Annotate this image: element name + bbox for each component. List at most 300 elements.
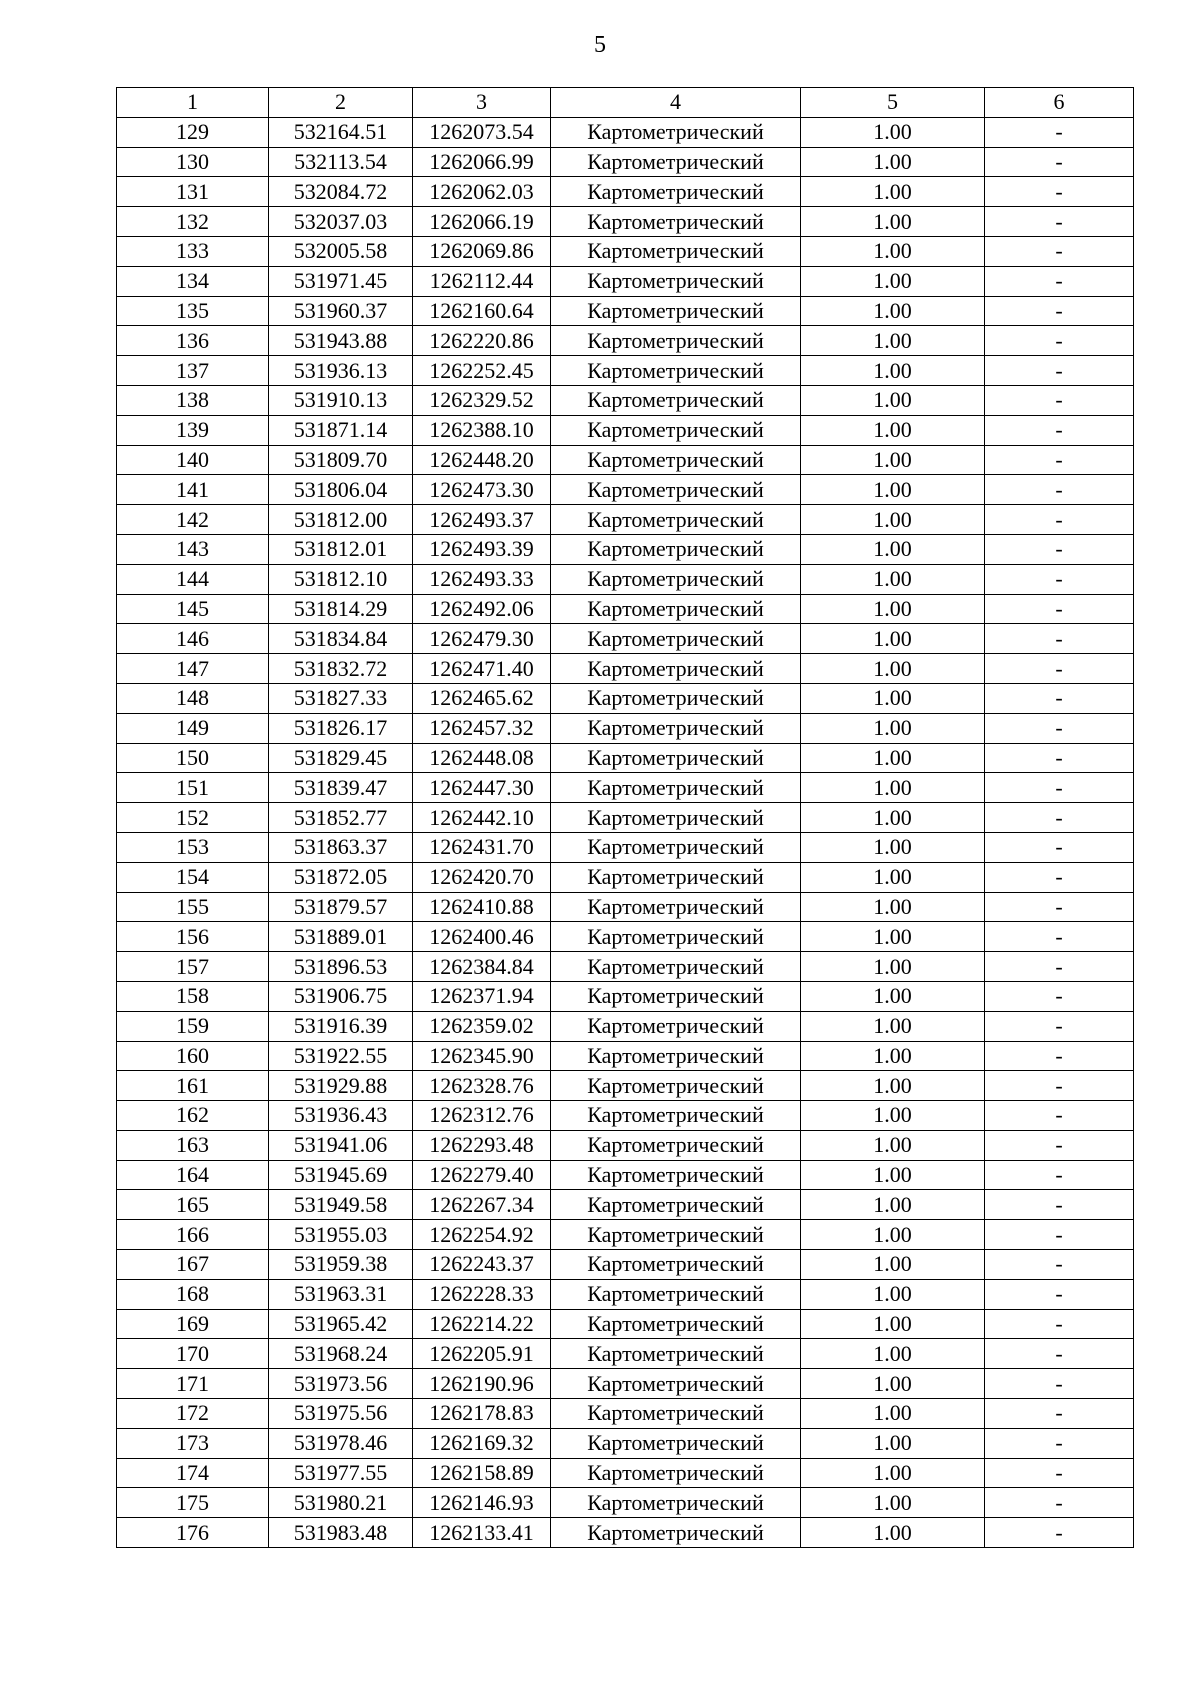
accuracy-cell: 1.00	[801, 803, 985, 833]
point-number-cell: 162	[117, 1101, 269, 1131]
accuracy-cell: 1.00	[801, 1190, 985, 1220]
note-cell: -	[985, 1220, 1134, 1250]
y-coordinate-cell: 1262471.40	[413, 654, 551, 684]
table-row	[117, 147, 1134, 177]
table-row	[117, 624, 1134, 654]
point-number-cell: 134	[117, 266, 269, 296]
point-number-cell: 176	[117, 1518, 269, 1548]
y-coordinate-cell: 1262214.22	[413, 1309, 551, 1339]
note-cell: -	[985, 445, 1134, 475]
accuracy-cell: 1.00	[801, 236, 985, 266]
accuracy-cell: 1.00	[801, 683, 985, 713]
table-row	[117, 1399, 1134, 1429]
y-coordinate-cell: 1262493.33	[413, 564, 551, 594]
x-coordinate-cell: 531963.31	[269, 1279, 413, 1309]
note-cell: -	[985, 266, 1134, 296]
table-row	[117, 445, 1134, 475]
table-row	[117, 922, 1134, 952]
y-coordinate-cell: 1262062.03	[413, 177, 551, 207]
x-coordinate-cell: 531941.06	[269, 1130, 413, 1160]
accuracy-cell: 1.00	[801, 266, 985, 296]
point-number-cell: 151	[117, 773, 269, 803]
note-cell: -	[985, 862, 1134, 892]
accuracy-cell: 1.00	[801, 1279, 985, 1309]
note-cell: -	[985, 1369, 1134, 1399]
y-coordinate-cell: 1262254.92	[413, 1220, 551, 1250]
x-coordinate-cell: 531812.00	[269, 505, 413, 535]
x-coordinate-cell: 531943.88	[269, 326, 413, 356]
accuracy-cell: 1.00	[801, 624, 985, 654]
accuracy-cell: 1.00	[801, 981, 985, 1011]
x-coordinate-cell: 531971.45	[269, 266, 413, 296]
method-cell: Картометрический	[551, 534, 801, 564]
method-cell: Картометрический	[551, 505, 801, 535]
x-coordinate-cell: 531827.33	[269, 683, 413, 713]
x-coordinate-cell: 531852.77	[269, 803, 413, 833]
x-coordinate-cell: 531806.04	[269, 475, 413, 505]
accuracy-cell: 1.00	[801, 326, 985, 356]
point-number-cell: 156	[117, 922, 269, 952]
y-coordinate-cell: 1262279.40	[413, 1160, 551, 1190]
table-row	[117, 803, 1134, 833]
table-row	[117, 1011, 1134, 1041]
note-cell: -	[985, 1518, 1134, 1548]
accuracy-cell: 1.00	[801, 505, 985, 535]
note-cell: -	[985, 594, 1134, 624]
accuracy-cell: 1.00	[801, 207, 985, 237]
point-number-cell: 142	[117, 505, 269, 535]
point-number-cell: 157	[117, 952, 269, 982]
y-coordinate-cell: 1262400.46	[413, 922, 551, 952]
x-coordinate-cell: 531977.55	[269, 1458, 413, 1488]
y-coordinate-cell: 1262066.99	[413, 147, 551, 177]
method-cell: Картометрический	[551, 326, 801, 356]
accuracy-cell: 1.00	[801, 713, 985, 743]
note-cell: -	[985, 356, 1134, 386]
accuracy-cell: 1.00	[801, 117, 985, 147]
y-coordinate-cell: 1262293.48	[413, 1130, 551, 1160]
x-coordinate-cell: 531871.14	[269, 415, 413, 445]
y-coordinate-cell: 1262465.62	[413, 683, 551, 713]
note-cell: -	[985, 1130, 1134, 1160]
method-cell: Картометрический	[551, 1399, 801, 1429]
accuracy-cell: 1.00	[801, 1041, 985, 1071]
note-cell: -	[985, 1279, 1134, 1309]
y-coordinate-cell: 1262384.84	[413, 952, 551, 982]
x-coordinate-cell: 531896.53	[269, 952, 413, 982]
table-row	[117, 1250, 1134, 1280]
y-coordinate-cell: 1262160.64	[413, 296, 551, 326]
point-number-cell: 163	[117, 1130, 269, 1160]
note-cell: -	[985, 177, 1134, 207]
accuracy-cell: 1.00	[801, 952, 985, 982]
method-cell: Картометрический	[551, 743, 801, 773]
table-row	[117, 117, 1134, 147]
x-coordinate-cell: 532084.72	[269, 177, 413, 207]
note-cell: -	[985, 803, 1134, 833]
y-coordinate-cell: 1262158.89	[413, 1458, 551, 1488]
point-number-cell: 165	[117, 1190, 269, 1220]
table-row	[117, 177, 1134, 207]
note-cell: -	[985, 743, 1134, 773]
y-coordinate-cell: 1262178.83	[413, 1399, 551, 1429]
note-cell: -	[985, 1339, 1134, 1369]
x-coordinate-cell: 531826.17	[269, 713, 413, 743]
method-cell: Картометрический	[551, 773, 801, 803]
x-coordinate-cell: 531945.69	[269, 1160, 413, 1190]
method-cell: Картометрический	[551, 177, 801, 207]
accuracy-cell: 1.00	[801, 415, 985, 445]
note-cell: -	[985, 1250, 1134, 1280]
note-cell: -	[985, 505, 1134, 535]
y-coordinate-cell: 1262267.34	[413, 1190, 551, 1220]
method-cell: Картометрический	[551, 1309, 801, 1339]
method-cell: Картометрический	[551, 713, 801, 743]
point-number-cell: 171	[117, 1369, 269, 1399]
method-cell: Картометрический	[551, 1369, 801, 1399]
table-row	[117, 1428, 1134, 1458]
accuracy-cell: 1.00	[801, 832, 985, 862]
method-cell: Картометрический	[551, 1279, 801, 1309]
table-row	[117, 415, 1134, 445]
point-number-cell: 159	[117, 1011, 269, 1041]
table-header	[117, 88, 1134, 118]
method-cell: Картометрический	[551, 683, 801, 713]
method-cell: Картометрический	[551, 892, 801, 922]
accuracy-cell: 1.00	[801, 922, 985, 952]
table-row	[117, 266, 1134, 296]
y-coordinate-cell: 1262073.54	[413, 117, 551, 147]
accuracy-cell: 1.00	[801, 1339, 985, 1369]
table-row	[117, 594, 1134, 624]
table-row	[117, 683, 1134, 713]
table-row	[117, 981, 1134, 1011]
table-row	[117, 654, 1134, 684]
table-row	[117, 1488, 1134, 1518]
accuracy-cell: 1.00	[801, 862, 985, 892]
note-cell: -	[985, 1428, 1134, 1458]
accuracy-cell: 1.00	[801, 892, 985, 922]
method-cell: Картометрический	[551, 207, 801, 237]
table-row	[117, 1339, 1134, 1369]
accuracy-cell: 1.00	[801, 564, 985, 594]
method-cell: Картометрический	[551, 385, 801, 415]
x-coordinate-cell: 531834.84	[269, 624, 413, 654]
method-cell: Картометрический	[551, 832, 801, 862]
y-coordinate-cell: 1262479.30	[413, 624, 551, 654]
method-cell: Картометрический	[551, 1041, 801, 1071]
method-cell: Картометрический	[551, 1101, 801, 1131]
note-cell: -	[985, 1309, 1134, 1339]
y-coordinate-cell: 1262345.90	[413, 1041, 551, 1071]
table-row	[117, 892, 1134, 922]
y-coordinate-cell: 1262190.96	[413, 1369, 551, 1399]
table-row	[117, 296, 1134, 326]
note-cell: -	[985, 922, 1134, 952]
point-number-cell: 174	[117, 1458, 269, 1488]
note-cell: -	[985, 385, 1134, 415]
note-cell: -	[985, 683, 1134, 713]
x-coordinate-cell: 531936.43	[269, 1101, 413, 1131]
header-cell-5: 5	[801, 88, 985, 118]
note-cell: -	[985, 892, 1134, 922]
table-row	[117, 236, 1134, 266]
note-cell: -	[985, 1160, 1134, 1190]
header-cell-3: 3	[413, 88, 551, 118]
x-coordinate-cell: 531889.01	[269, 922, 413, 952]
method-cell: Картометрический	[551, 1160, 801, 1190]
method-cell: Картометрический	[551, 1190, 801, 1220]
point-number-cell: 130	[117, 147, 269, 177]
x-coordinate-cell: 531829.45	[269, 743, 413, 773]
x-coordinate-cell: 531863.37	[269, 832, 413, 862]
point-number-cell: 136	[117, 326, 269, 356]
y-coordinate-cell: 1262420.70	[413, 862, 551, 892]
point-number-cell: 164	[117, 1160, 269, 1190]
point-number-cell: 145	[117, 594, 269, 624]
header-cell-2: 2	[269, 88, 413, 118]
accuracy-cell: 1.00	[801, 356, 985, 386]
method-cell: Картометрический	[551, 803, 801, 833]
table-row	[117, 1190, 1134, 1220]
point-number-cell: 152	[117, 803, 269, 833]
table-row	[117, 1518, 1134, 1548]
y-coordinate-cell: 1262448.20	[413, 445, 551, 475]
point-number-cell: 135	[117, 296, 269, 326]
point-number-cell: 139	[117, 415, 269, 445]
note-cell: -	[985, 952, 1134, 982]
point-number-cell: 168	[117, 1279, 269, 1309]
method-cell: Картометрический	[551, 594, 801, 624]
table-row	[117, 1309, 1134, 1339]
y-coordinate-cell: 1262133.41	[413, 1518, 551, 1548]
point-number-cell: 143	[117, 534, 269, 564]
header-cell-1: 1	[117, 88, 269, 118]
table-row	[117, 713, 1134, 743]
table-row	[117, 773, 1134, 803]
method-cell: Картометрический	[551, 296, 801, 326]
y-coordinate-cell: 1262243.37	[413, 1250, 551, 1280]
page-number: 5	[594, 32, 606, 58]
point-number-cell: 154	[117, 862, 269, 892]
point-number-cell: 167	[117, 1250, 269, 1280]
header-cell-6: 6	[985, 88, 1134, 118]
note-cell: -	[985, 296, 1134, 326]
point-number-cell: 160	[117, 1041, 269, 1071]
x-coordinate-cell: 531812.10	[269, 564, 413, 594]
x-coordinate-cell: 531965.42	[269, 1309, 413, 1339]
x-coordinate-cell: 531960.37	[269, 296, 413, 326]
table-row	[117, 1041, 1134, 1071]
y-coordinate-cell: 1262228.33	[413, 1279, 551, 1309]
method-cell: Картометрический	[551, 862, 801, 892]
x-coordinate-cell: 531949.58	[269, 1190, 413, 1220]
method-cell: Картометрический	[551, 1011, 801, 1041]
y-coordinate-cell: 1262112.44	[413, 266, 551, 296]
method-cell: Картометрический	[551, 415, 801, 445]
x-coordinate-cell: 531975.56	[269, 1399, 413, 1429]
accuracy-cell: 1.00	[801, 385, 985, 415]
y-coordinate-cell: 1262220.86	[413, 326, 551, 356]
method-cell: Картометрический	[551, 1130, 801, 1160]
point-number-cell: 140	[117, 445, 269, 475]
method-cell: Картометрический	[551, 1488, 801, 1518]
table-row	[117, 564, 1134, 594]
accuracy-cell: 1.00	[801, 1101, 985, 1131]
note-cell: -	[985, 1101, 1134, 1131]
x-coordinate-cell: 532037.03	[269, 207, 413, 237]
y-coordinate-cell: 1262205.91	[413, 1339, 551, 1369]
header-row	[117, 88, 1134, 118]
x-coordinate-cell: 531929.88	[269, 1071, 413, 1101]
point-number-cell: 138	[117, 385, 269, 415]
note-cell: -	[985, 236, 1134, 266]
table-row	[117, 1160, 1134, 1190]
method-cell: Картометрический	[551, 475, 801, 505]
accuracy-cell: 1.00	[801, 1458, 985, 1488]
point-number-cell: 166	[117, 1220, 269, 1250]
note-cell: -	[985, 1041, 1134, 1071]
note-cell: -	[985, 415, 1134, 445]
point-number-cell: 132	[117, 207, 269, 237]
note-cell: -	[985, 207, 1134, 237]
method-cell: Картометрический	[551, 147, 801, 177]
table-row	[117, 385, 1134, 415]
x-coordinate-cell: 531906.75	[269, 981, 413, 1011]
method-cell: Картометрический	[551, 1220, 801, 1250]
note-cell: -	[985, 1399, 1134, 1429]
x-coordinate-cell: 531922.55	[269, 1041, 413, 1071]
table-row	[117, 1101, 1134, 1131]
x-coordinate-cell: 531812.01	[269, 534, 413, 564]
method-cell: Картометрический	[551, 1518, 801, 1548]
table-row	[117, 1071, 1134, 1101]
table-body	[117, 117, 1134, 1547]
x-coordinate-cell: 531839.47	[269, 773, 413, 803]
note-cell: -	[985, 654, 1134, 684]
method-cell: Картометрический	[551, 922, 801, 952]
y-coordinate-cell: 1262066.19	[413, 207, 551, 237]
point-number-cell: 172	[117, 1399, 269, 1429]
y-coordinate-cell: 1262371.94	[413, 981, 551, 1011]
note-cell: -	[985, 534, 1134, 564]
x-coordinate-cell: 531879.57	[269, 892, 413, 922]
accuracy-cell: 1.00	[801, 1250, 985, 1280]
y-coordinate-cell: 1262448.08	[413, 743, 551, 773]
method-cell: Картометрический	[551, 1428, 801, 1458]
accuracy-cell: 1.00	[801, 743, 985, 773]
accuracy-cell: 1.00	[801, 773, 985, 803]
table-row	[117, 356, 1134, 386]
table-row	[117, 326, 1134, 356]
accuracy-cell: 1.00	[801, 594, 985, 624]
accuracy-cell: 1.00	[801, 1309, 985, 1339]
method-cell: Картометрический	[551, 654, 801, 684]
table-row	[117, 743, 1134, 773]
note-cell: -	[985, 981, 1134, 1011]
y-coordinate-cell: 1262146.93	[413, 1488, 551, 1518]
x-coordinate-cell: 531983.48	[269, 1518, 413, 1548]
y-coordinate-cell: 1262069.86	[413, 236, 551, 266]
method-cell: Картометрический	[551, 1458, 801, 1488]
note-cell: -	[985, 564, 1134, 594]
x-coordinate-cell: 531978.46	[269, 1428, 413, 1458]
accuracy-cell: 1.00	[801, 147, 985, 177]
point-number-cell: 137	[117, 356, 269, 386]
point-number-cell: 175	[117, 1488, 269, 1518]
x-coordinate-cell: 531959.38	[269, 1250, 413, 1280]
method-cell: Картометрический	[551, 236, 801, 266]
x-coordinate-cell: 531973.56	[269, 1369, 413, 1399]
table-row	[117, 1369, 1134, 1399]
table-row	[117, 534, 1134, 564]
accuracy-cell: 1.00	[801, 1369, 985, 1399]
note-cell: -	[985, 117, 1134, 147]
point-number-cell: 153	[117, 832, 269, 862]
note-cell: -	[985, 624, 1134, 654]
method-cell: Картометрический	[551, 1339, 801, 1369]
y-coordinate-cell: 1262457.32	[413, 713, 551, 743]
table-row	[117, 475, 1134, 505]
table-row	[117, 952, 1134, 982]
y-coordinate-cell: 1262410.88	[413, 892, 551, 922]
accuracy-cell: 1.00	[801, 177, 985, 207]
method-cell: Картометрический	[551, 564, 801, 594]
point-number-cell: 161	[117, 1071, 269, 1101]
note-cell: -	[985, 1190, 1134, 1220]
method-cell: Картометрический	[551, 1071, 801, 1101]
y-coordinate-cell: 1262359.02	[413, 1011, 551, 1041]
table-row	[117, 832, 1134, 862]
point-number-cell: 170	[117, 1339, 269, 1369]
note-cell: -	[985, 832, 1134, 862]
note-cell: -	[985, 1071, 1134, 1101]
accuracy-cell: 1.00	[801, 1220, 985, 1250]
point-number-cell: 131	[117, 177, 269, 207]
accuracy-cell: 1.00	[801, 1488, 985, 1518]
x-coordinate-cell: 531955.03	[269, 1220, 413, 1250]
accuracy-cell: 1.00	[801, 296, 985, 326]
accuracy-cell: 1.00	[801, 1399, 985, 1429]
y-coordinate-cell: 1262447.30	[413, 773, 551, 803]
table-row	[117, 1279, 1134, 1309]
note-cell: -	[985, 713, 1134, 743]
x-coordinate-cell: 531916.39	[269, 1011, 413, 1041]
accuracy-cell: 1.00	[801, 1130, 985, 1160]
note-cell: -	[985, 475, 1134, 505]
method-cell: Картометрический	[551, 117, 801, 147]
point-number-cell: 147	[117, 654, 269, 684]
table-row	[117, 1458, 1134, 1488]
y-coordinate-cell: 1262329.52	[413, 385, 551, 415]
y-coordinate-cell: 1262328.76	[413, 1071, 551, 1101]
point-number-cell: 149	[117, 713, 269, 743]
method-cell: Картометрический	[551, 445, 801, 475]
y-coordinate-cell: 1262252.45	[413, 356, 551, 386]
accuracy-cell: 1.00	[801, 445, 985, 475]
point-number-cell: 129	[117, 117, 269, 147]
accuracy-cell: 1.00	[801, 1160, 985, 1190]
accuracy-cell: 1.00	[801, 1518, 985, 1548]
method-cell: Картометрический	[551, 952, 801, 982]
accuracy-cell: 1.00	[801, 1428, 985, 1458]
accuracy-cell: 1.00	[801, 1071, 985, 1101]
point-number-cell: 144	[117, 564, 269, 594]
y-coordinate-cell: 1262442.10	[413, 803, 551, 833]
note-cell: -	[985, 1011, 1134, 1041]
coordinates-table	[116, 87, 1134, 1548]
y-coordinate-cell: 1262312.76	[413, 1101, 551, 1131]
